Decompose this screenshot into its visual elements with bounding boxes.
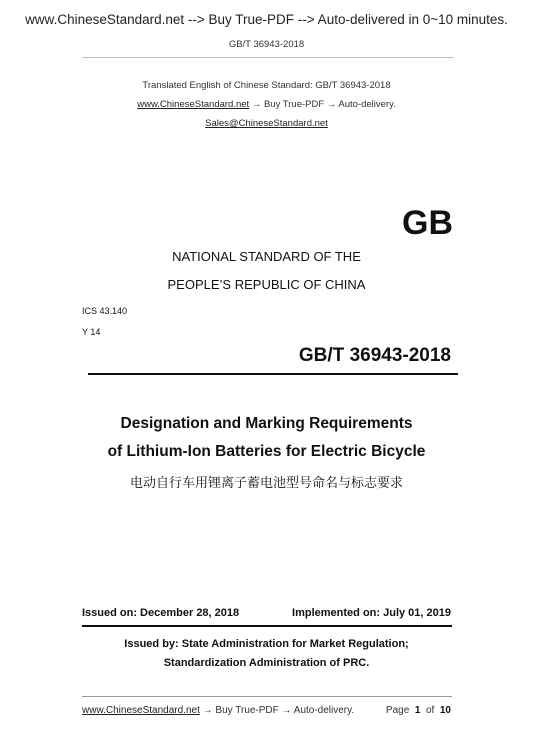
- header-standard-code: GB/T 36943-2018: [228, 39, 305, 50]
- gb-logo: GB: [402, 204, 453, 242]
- site-link[interactable]: www.ChineseStandard.net: [137, 99, 250, 110]
- title-line1: Designation and Marking Requirements: [120, 415, 413, 432]
- national-standard-line1: NATIONAL STANDARD OF THE: [172, 249, 361, 264]
- national-standard-line2: PEOPLE’S REPUBLIC OF CHINA: [167, 277, 366, 292]
- ics-code: ICS 43.140: [82, 306, 128, 316]
- footer-purchase: [82, 705, 354, 716]
- page-of: of: [425, 705, 435, 716]
- footer-divider: [82, 696, 452, 697]
- standard-number: GB/T 36943-2018: [298, 345, 451, 366]
- page-indicator: [386, 705, 451, 716]
- title-chinese: 电动自行车用锂离子蓄电池型号命名与标志要求: [129, 476, 403, 491]
- purchase-text: → Buy True-PDF → Auto-delivery.: [249, 99, 396, 110]
- top-banner: www.ChineseStandard.net --> Buy True-PDF --> Auto-delivered in 0~10 minutes.: [25, 12, 508, 27]
- page-total: 10: [439, 705, 451, 716]
- issued-by-line1: Issued by: State Administration for Market Regulation;: [124, 638, 409, 650]
- ccs-code: Y 14: [82, 327, 101, 337]
- header-divider: [82, 57, 454, 58]
- page-current: 1: [414, 705, 421, 716]
- issued-date: Issued on: December 28, 2018: [82, 607, 240, 619]
- email-line: [0, 118, 533, 129]
- implemented-date: Implemented on: July 01, 2019: [292, 607, 451, 619]
- footer-purchase-text: → Buy True-PDF → Auto-delivery.: [199, 705, 355, 716]
- footer-site-link[interactable]: www.ChineseStandard.net: [82, 705, 200, 716]
- title-divider: [88, 373, 458, 375]
- dates-divider: [82, 625, 452, 627]
- title-line2: of Lithium-Ion Batteries for Electric Bicycle: [107, 443, 426, 460]
- email-link[interactable]: Sales@ChineseStandard.net: [205, 118, 328, 129]
- page-label: Page: [385, 705, 410, 716]
- translation-note: Translated English of Chinese Standard: GB/T 36943-2018: [142, 80, 391, 91]
- issued-by-line2: Standardization Administration of PRC.: [163, 657, 370, 669]
- purchase-line: [0, 99, 533, 110]
